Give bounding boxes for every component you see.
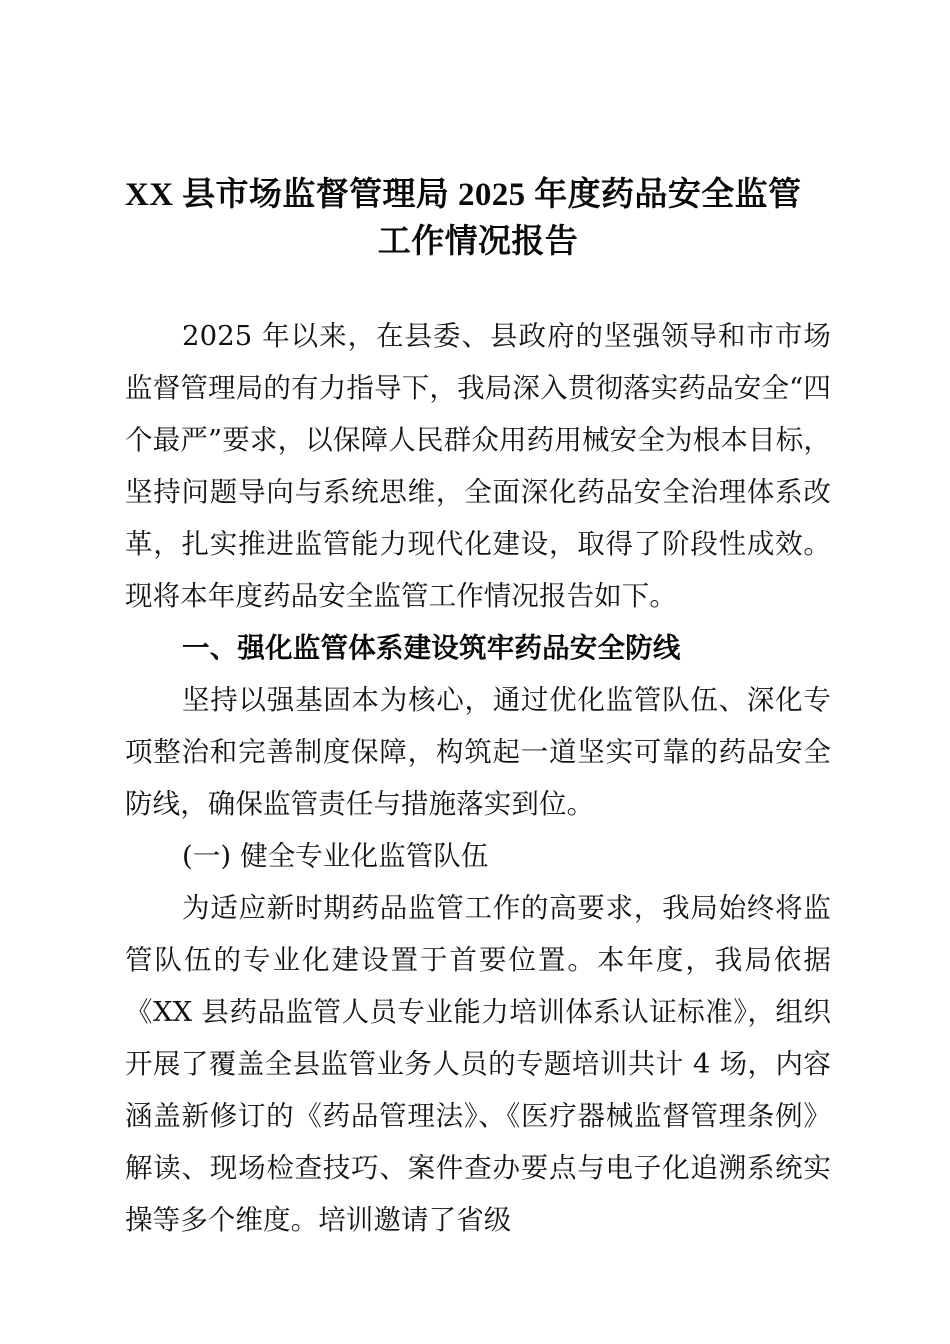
document-body [125, 310, 831, 1246]
sub-heading-1-1: (一) 健全专业化监管队伍 [182, 840, 489, 872]
section-1-lead-paragraph: 坚持以强基固本为核心，通过优化监管队伍、深化专项整治和完善制度保障，构筑起一道坚实可靠的药品安全防线，确保监管责任与措施落实到位。 [125, 684, 831, 820]
document-title-line-2: 工作情况报告 [377, 224, 579, 260]
document-content-column [125, 0, 831, 1246]
section-heading-1: 一、强化监管体系建设筑牢药品安全防线 [182, 632, 681, 663]
document-title-line-1: XX 县市场监督管理局 2025 年度药品安全监管 [125, 177, 802, 213]
sub-section-1-1-paragraph: 为适应新时期药品监管工作的高要求，我局始终将监管队伍的专业化建设置于首要位置。本年度，我局依据《XX 县药品监管人员专业能力培训体系认证标准》，组织开展了覆盖全县监管业务人员的专题培训共计 4 场，内容涵盖新修订的《药品管理法》、《医疗器械监督管理条例》解读、现场检查技巧、案件查办要点与电子化追溯系统实操等多个维度。培训邀请了省级 [125, 892, 831, 1236]
document-title [125, 0, 831, 266]
intro-paragraph: 2025 年以来，在县委、县政府的坚强领导和市市场监督管理局的有力指导下，我局深入贯彻落实药品安全“四个最严”要求，以保障人民群众用药用械安全为根本目标，坚持问题导向与系统思维，全面深化药品安全治理体系改革，扎实推进监管能力现代化建设，取得了阶段性成效。现将本年度药品安全监管工作情况报告如下。 [125, 320, 832, 612]
